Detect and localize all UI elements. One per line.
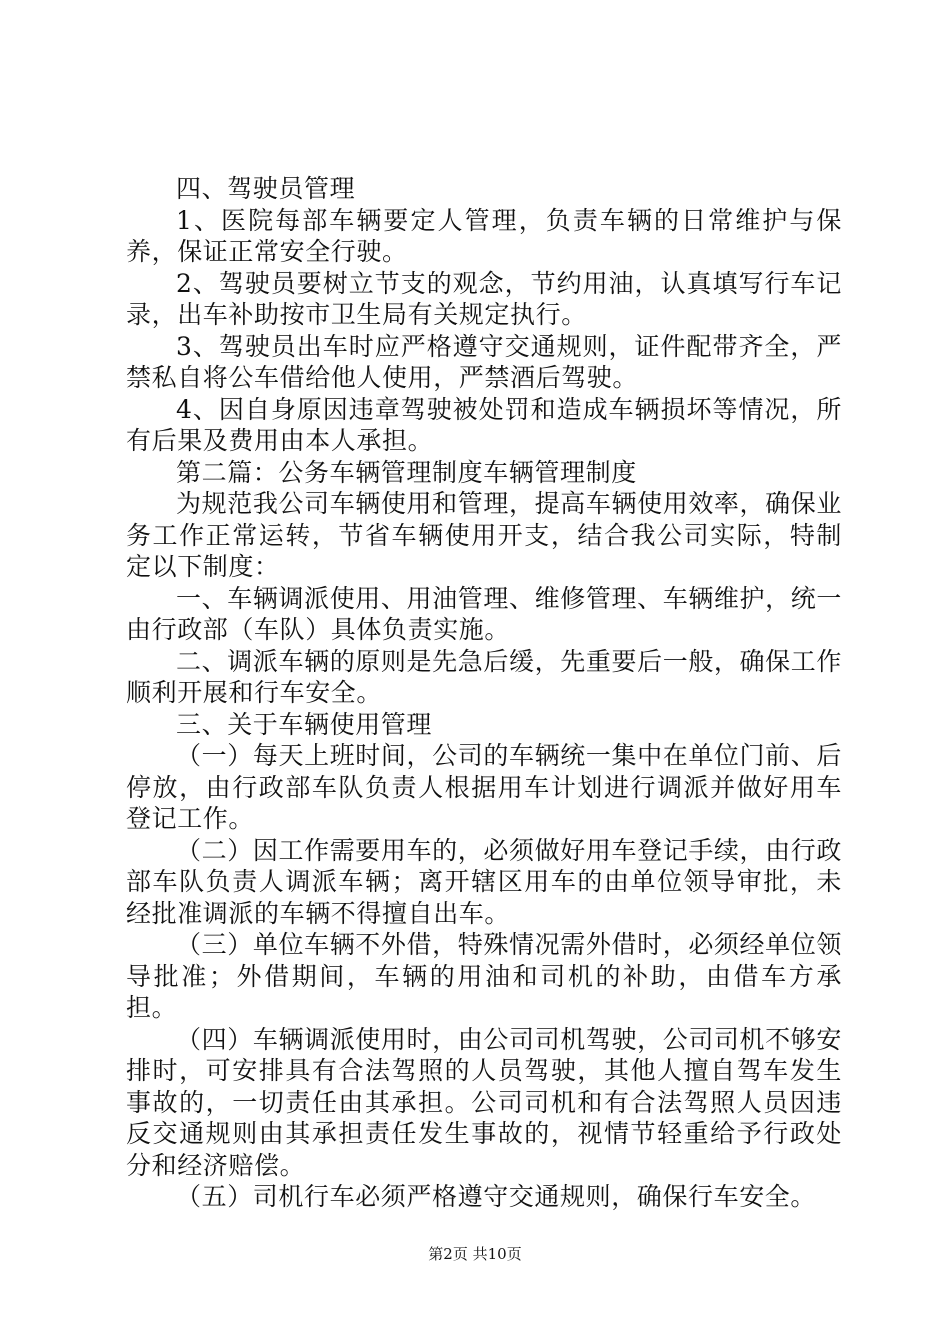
paragraph-item-3: 3、驾驶员出车时应严格遵守交通规则，证件配带齐全，严禁私自将公车借给他人使用，严禁酒后驾驶。 [126, 331, 842, 392]
paragraph-subrule-3: （三）单位车辆不外借，特殊情况需外借时，必须经单位领导批准；外借期间，车辆的用油和司机的补助，由借车方承担。 [126, 930, 842, 1022]
paragraph-subrule-1: （一）每天上班时间，公司的车辆统一集中在单位门前、后停放，由行政部车队负责人根据用车计划进行调派并做好用车登记工作。 [126, 741, 842, 833]
paragraph-item-2: 2、驾驶员要树立节支的观念，节约用油，认真填写行车记录，出车补助按市卫生局有关规定执行。 [126, 268, 842, 329]
paragraph-item-1: 1、医院每部车辆要定人管理，负责车辆的日常维护与保养，保证正常安全行驶。 [126, 205, 842, 266]
paragraph-subrule-4: （四）车辆调派使用时，由公司司机驾驶，公司司机不够安排时，可安排具有合法驾照的人员驾驶，其他人擅自驾车发生事故的，一切责任由其承担。公司司机和有合法驾照人员因违反交通规则由其承担责任发生事故的，视情节轻重给予行政处分和经济赔偿。 [126, 1024, 842, 1180]
paragraph-rule-1: 一、车辆调派使用、用油管理、维修管理、车辆维护，统一由行政部（车队）具体负责实施。 [126, 583, 842, 644]
paragraph-subrule-2: （二）因工作需要用车的，必须做好用车登记手续，由行政部车队负责人调派车辆；离开辖区用车的由单位领导审批，未经批准调派的车辆不得擅自出车。 [126, 835, 842, 928]
paragraph-subrule-5: （五）司机行车必须严格遵守交通规则，确保行车安全。 [176, 1182, 817, 1211]
page-indicator: 第2页 共10页 [428, 1245, 522, 1263]
paragraph-intro: 为规范我公司车辆使用和管理，提高车辆使用效率，确保业务工作正常运转，节省车辆使用开支，结合我公司实际，特制定以下制度： [126, 489, 842, 581]
section-heading-driver-management: 四、驾驶员管理 [176, 174, 356, 203]
paragraph-item-4: 4、因自身原因违章驾驶被处罚和造成车辆损坏等情况，所有后果及费用由本人承担。 [126, 394, 842, 455]
paragraph-rule-2: 二、调派车辆的原则是先急后缓，先重要后一般，确保工作顺利开展和行车安全。 [126, 646, 842, 707]
chapter-title: 第二篇：公务车辆管理制度车辆管理制度 [176, 457, 637, 487]
section-heading-vehicle-use: 三、关于车辆使用管理 [176, 709, 433, 739]
document-body [126, 173, 842, 1213]
